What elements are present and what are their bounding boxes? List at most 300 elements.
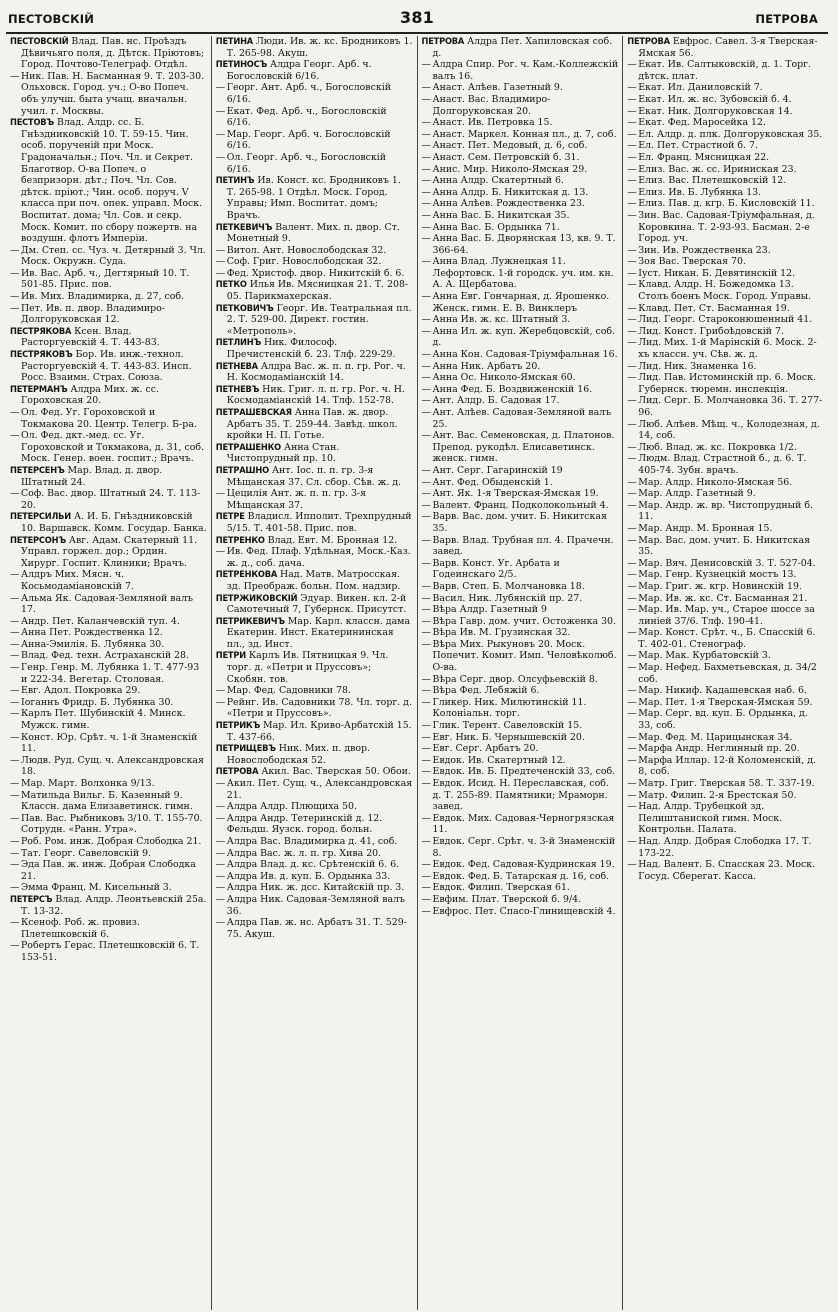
directory-entry	[422, 140, 619, 152]
ditto-dash: —	[421, 812, 431, 824]
directory-entry	[10, 117, 207, 245]
ditto-dash: —	[421, 383, 431, 395]
entry-text: Пав. Вас. Рыбниковъ 3/10. Т. 155-70. Сотрудн. «Ранн. Утра».	[21, 812, 203, 836]
entry-text: Влад. Алдр. Леонтьевскій 25а. Т. 13-32.	[21, 893, 207, 917]
entry-text: Анна Стан. Чистопрудный пр. 10.	[226, 441, 340, 465]
entry-text: Лид. Мих. 1-й Марінскій 6. Моск. 2-хъ классн. уч. Сѣв. ж. д.	[638, 337, 817, 361]
directory-entry	[627, 477, 824, 489]
directory-entry	[216, 616, 413, 651]
ditto-dash: —	[627, 708, 637, 720]
ditto-dash: —	[215, 859, 226, 871]
entry-text: Лид. Пав. Истоминскій пр. 6. Моск. Губернск. тюремн. инспекція.	[638, 372, 816, 395]
entry-text: Анна Вас. Б. Никитская 35.	[432, 209, 570, 221]
directory-entry	[216, 152, 413, 175]
ditto-dash: —	[421, 754, 431, 766]
entry-text: Алдра Вас. Владимирка д. 41, соб.	[226, 835, 398, 847]
directory-entry	[10, 326, 207, 349]
ditto-dash: —	[10, 244, 20, 256]
ditto-dash: —	[627, 569, 637, 581]
directory-entry	[422, 535, 619, 558]
ditto-dash: —	[627, 256, 637, 268]
surname-heading: ПЕСТРЯКОВА	[10, 325, 72, 337]
directory-entry	[216, 569, 413, 592]
entry-text: Алдра Алдр. Плющиха 50.	[226, 801, 357, 813]
directory-entry	[216, 882, 413, 894]
entry-text: Алдра Вас. ж. л. п. гр. Хива 20.	[226, 847, 382, 859]
ditto-dash: —	[421, 82, 431, 94]
directory-entry	[216, 743, 413, 766]
directory-entry	[422, 871, 619, 883]
directory-entry	[216, 256, 413, 268]
entry-text: Ив. Мих. Владимирка, д. 27, соб.	[21, 291, 185, 303]
entry-text: Авг. Адам. Скатерный 11. Управл. горжел. дор.; Ордин. Хирург. Госпит. Клиники; Врачъ.	[21, 534, 198, 569]
ditto-dash: —	[215, 847, 226, 859]
directory-entry	[627, 732, 824, 744]
ditto-dash: —	[627, 696, 637, 708]
entry-text: Люб. Алѣев. Мѣщ. ч., Колодезная, д. 14, соб.	[638, 418, 820, 442]
ditto-dash: —	[421, 186, 431, 198]
directory-entry	[216, 442, 413, 465]
running-head-left: ПЕСТОВСКІЙ	[8, 12, 95, 26]
entry-text: Алдра Мих. ж. сс. Гороховская 20.	[21, 383, 159, 407]
surname-heading: ПЕТНЕВА	[215, 360, 258, 372]
ditto-dash: —	[215, 685, 226, 697]
directory-entry	[216, 175, 413, 221]
entry-text: Ол. Фед. Уг. Гороховской и Токмакова 20. Центр. Телегр. Б-ра.	[21, 407, 197, 430]
entry-text: А. И. Б. Гнѣздниковскій 10. Варшавск. Комм. Государ. Банка.	[21, 511, 207, 534]
entry-text: Алдра Ив. д. куп. Б. Ордынка 33.	[226, 870, 391, 882]
ditto-dash: —	[421, 175, 431, 187]
entry-text: Ник. Григ. л. п. гр. Рог. ч. Н. Космодаміанскій 14. Тлф. 152-78.	[226, 383, 405, 407]
entry-text: Бор. Ив. инж.-технол. Расторгуевскій 4. Т. 443-83. Инсп. Росс. Взаимн. Страх. Союза.	[21, 349, 192, 384]
ditto-dash: —	[10, 754, 20, 766]
directory-entry	[216, 685, 413, 697]
directory-entry	[10, 407, 207, 430]
ditto-dash: —	[10, 835, 20, 847]
entry-text: Евдок. Ив. Б. Предтеченскій 33, соб.	[432, 766, 616, 778]
entry-text: Ел. Франц. Мясницкая 22.	[638, 151, 770, 163]
directory-entry	[422, 732, 619, 744]
entry-text: Андр. Пет. Каланчевскій туп. 4.	[21, 615, 180, 627]
column-2	[211, 36, 417, 1310]
entry-text: Мар. Генр. Кузнецкій мостъ 13.	[638, 569, 797, 581]
entry-text: Екат. Ил. ж. нс. Зубовскій б. 4.	[638, 93, 792, 105]
entry-text: Евг. Ник. Б. Чернышевскій 20.	[432, 731, 585, 743]
ditto-dash: —	[421, 696, 431, 708]
entry-text: Алдра Влад. д. кс. Срѣтенскій 6. 6.	[226, 859, 400, 871]
ditto-dash: —	[627, 731, 637, 743]
ditto-dash: —	[421, 256, 431, 268]
entry-text: Матр. Григ. Тверская 58. Т. 337-19.	[638, 778, 815, 789]
ditto-dash: —	[627, 163, 637, 175]
ditto-dash: —	[627, 743, 637, 755]
surname-heading: ПЕТРЕ	[215, 511, 245, 523]
entry-text: Евдок. Фед. Садовая-Кудринская 19.	[432, 859, 615, 871]
directory-entry	[422, 372, 619, 384]
entry-text: Екат. Ив. Салтыковскій, д. 1. Торг. дѣтск. плат.	[638, 59, 812, 82]
entry-text: Анна Фед. Б. Воздвиженскій 16.	[432, 383, 593, 395]
entry-text: Ант. Алѣев. Садовая-Земляной валъ 25.	[432, 407, 612, 430]
entry-text: Анна Ник. Арбатъ 20.	[432, 360, 541, 372]
directory-entry	[216, 59, 413, 82]
directory-entry	[10, 593, 207, 616]
directory-entry	[627, 372, 824, 395]
entry-text: Анна Ос. Николо-Ямская 60.	[432, 372, 576, 384]
entry-text: Іоганнъ Фридр. Б. Лубянка 30.	[21, 696, 174, 708]
ditto-dash: —	[421, 627, 431, 639]
ditto-dash: —	[215, 244, 226, 256]
entry-text: Мар. Ив. Мар. уч., Старое шоссе за линіей 37/6. Тлф. 190-41.	[638, 604, 815, 627]
directory-entry	[216, 407, 413, 442]
ditto-dash: —	[421, 314, 431, 326]
entry-text: Анна Вас. Б. Ордынка 71.	[432, 221, 560, 233]
ditto-dash: —	[421, 163, 431, 175]
entry-text: Мар. Нефед. Бахметьевская, д. 34/2 соб.	[638, 662, 817, 685]
directory-entry	[216, 813, 413, 836]
directory-entry	[422, 894, 619, 906]
directory-entry	[627, 535, 824, 558]
entry-text: Анис. Мир. Николо-Ямская 29.	[432, 163, 588, 175]
surname-heading: ПЕТРАШЕВСКАЯ	[215, 407, 292, 418]
directory-entry	[216, 546, 413, 569]
entry-text: Пет. Ив. п. двор. Владимиро-Долгоруковская 12.	[21, 302, 165, 326]
entry-text: Алдра Вас. ж. п. п. гр. Рог. ч. Н. Космодаміанскій 14.	[226, 360, 406, 384]
ditto-dash: —	[10, 615, 20, 627]
entry-text: Елиз. Пав. д. кгр. Б. Кисловскій 11.	[638, 198, 815, 210]
surname-heading: ПЕТЕРСОНЪ	[10, 534, 66, 546]
directory-entry	[627, 256, 824, 268]
directory-entry	[10, 685, 207, 697]
ditto-dash: —	[10, 592, 20, 604]
entry-text: Влад. Алдр. сс. Б. Гнѣздниковскій 10. Т. 59-15. Чин. особ. порученій при Моск. Градоначальн.; Поч. Чл. и Секрет. Благотвор. О-ва Попеч. о безпризорн. дѣт.; Поч. Чл. Сов. дѣтск. пріют.; Чин. особ. поруч. V класса при поч. опек. управл. Моск. Воспитат. дома; Чл. Сов. и секр. Моск. Комит. по сбору пожертв. на воздушн. флотъ Имперіи.	[21, 117, 203, 245]
directory-entry	[627, 790, 824, 802]
ditto-dash: —	[215, 151, 226, 163]
column-1	[6, 36, 211, 1310]
entry-text: Ксен. Влад. Расторгуевскій 4. Т. 443-83.	[21, 325, 160, 349]
directory-entry	[10, 36, 207, 71]
surname-heading: ПЕТЕРСЕНЪ	[10, 464, 65, 476]
directory-entry	[422, 616, 619, 628]
entry-text: Акил. Пет. Сущ. ч., Александровская 21.	[226, 778, 413, 801]
entry-text: Георг. Ант. Арб. ч., Богословскій 6/16.	[226, 82, 391, 105]
ditto-dash: —	[627, 140, 637, 152]
directory-entry	[627, 303, 824, 315]
directory-entry	[10, 662, 207, 685]
entry-text: Вѣра Алдр. Газетный 9	[432, 604, 547, 616]
directory-entry	[216, 778, 413, 801]
ditto-dash: —	[10, 685, 20, 697]
directory-entry	[422, 314, 619, 326]
ditto-dash: —	[421, 464, 431, 476]
directory-entry	[627, 569, 824, 581]
entry-text: Анаст. Пет. Медовый, д. 6, соб.	[432, 140, 588, 152]
ditto-dash: —	[421, 488, 431, 500]
directory-entry	[422, 627, 619, 639]
entry-text: Лид. Серг. Б. Молчановка 36. Т. 277-96.	[638, 395, 823, 418]
directory-entry	[627, 500, 824, 523]
entry-text: Ел. Пет. Страстной б. 7.	[638, 140, 758, 152]
entry-text: Анна Алдр. Б. Никитская д. 13.	[432, 186, 589, 198]
ditto-dash: —	[627, 151, 637, 163]
ditto-dash: —	[10, 778, 20, 789]
directory-entry	[627, 279, 824, 302]
directory-entry	[422, 152, 619, 164]
directory-entry	[422, 129, 619, 141]
ditto-dash: —	[421, 325, 431, 337]
ditto-dash: —	[627, 198, 637, 210]
directory-entry	[627, 129, 824, 141]
entry-text: Ант. Вас. Семеновская, д. Платонов. Препод. рукодѣл. Елисаветинск. женск. гимн.	[432, 430, 615, 465]
entry-text: Евдок. Фед. Б. Татарская д. 16, соб.	[432, 870, 610, 882]
surname-heading: ПЕТИНЪ	[215, 175, 255, 187]
ditto-dash: —	[421, 835, 431, 847]
entry-text: Над. Матв. Матросская. зд. Преображ. больн. Пом. надзир.	[226, 569, 401, 592]
directory-entry	[422, 720, 619, 732]
entry-text: Евдок. Мих. Садовая-Черногрязская 11.	[432, 812, 615, 836]
directory-entry	[627, 488, 824, 500]
entry-text: Алдра Андр. Тетеринскій д. 12. Фельдш. Яузск. город. больн.	[226, 812, 383, 836]
ditto-dash: —	[627, 499, 637, 511]
surname-heading: ПЕСТОВЪ	[10, 117, 54, 129]
entry-text: Соф. Вас. двор. Штатный 24. Т. 113-20.	[21, 488, 201, 511]
directory-entry	[627, 164, 824, 176]
entry-text: Алдра Пет. Хапиловская соб. д.	[432, 36, 613, 59]
ditto-dash: —	[421, 360, 431, 372]
entry-text: Зин. Вас. Садовая-Тріумфальная, д. Коровкина. Т. 2-93-93. Басман. 2-е Город. уч.	[638, 209, 815, 245]
directory-entry	[627, 581, 824, 593]
directory-entry	[216, 720, 413, 743]
entry-text: Евфим. Плат. Тверской б. 9/4.	[432, 893, 582, 905]
directory-entry	[216, 836, 413, 848]
directory-entry	[422, 906, 619, 918]
ditto-dash: —	[421, 534, 431, 546]
entry-text: Мар. Алдр. Газетный 9.	[638, 488, 756, 500]
directory-entry	[627, 314, 824, 326]
entry-text: Мар. Мак. Курбатовскій 3.	[638, 650, 771, 662]
ditto-dash: —	[627, 337, 637, 349]
ditto-dash: —	[627, 488, 637, 500]
entry-text: Іуст. Никан. Б. Девятинскій 12.	[638, 267, 796, 279]
surname-heading: ПЕТРИ	[215, 650, 246, 662]
directory-entry	[216, 848, 413, 860]
ditto-dash: —	[10, 488, 20, 500]
entry-text: Варв. Конст. Уг. Арбата и Годеинскаго 2/5.	[432, 557, 560, 581]
entry-text: Анна Пет. Рождественка 12.	[21, 627, 163, 639]
ditto-dash: —	[627, 627, 637, 639]
directory-entry	[627, 59, 824, 82]
ditto-dash: —	[215, 812, 226, 824]
directory-entry	[627, 94, 824, 106]
directory-entry	[627, 442, 824, 454]
directory-entry	[627, 708, 824, 731]
ditto-dash: —	[627, 778, 637, 789]
ditto-dash: —	[627, 650, 637, 662]
ditto-dash: —	[421, 372, 431, 384]
directory-entry	[10, 708, 207, 731]
directory-entry	[216, 535, 413, 547]
entry-text: Анаст. Ив. Петровка 15.	[432, 117, 553, 129]
ditto-dash: —	[421, 882, 431, 894]
directory-entry	[422, 639, 619, 674]
entry-text: Варв. Влад. Трубная пл. 4. Прачечн. завед.	[432, 534, 614, 558]
surname-heading: ПЕТРЕНКОВА	[215, 569, 278, 581]
surname-heading: ПЕТНЕВЪ	[215, 383, 260, 395]
entry-text: Мар. Ив. ж. кс. Ст. Басманная 21.	[638, 592, 808, 604]
entry-text: Анаст. Сем. Петровскій б. 31.	[432, 151, 580, 163]
ditto-dash: —	[627, 534, 637, 546]
ditto-dash: —	[627, 325, 637, 337]
ditto-dash: —	[10, 882, 20, 894]
ditto-dash: —	[627, 209, 637, 221]
entry-text: Мар. Андр. ж. вр. Чистопрудный б. 11.	[638, 499, 813, 523]
ditto-dash: —	[421, 59, 431, 71]
surname-heading: ПЕТЕРСИЛЬИ	[10, 511, 71, 523]
directory-entry	[422, 604, 619, 616]
directory-entry	[216, 82, 413, 105]
directory-entry	[627, 117, 824, 129]
directory-entry	[10, 616, 207, 628]
ditto-dash: —	[215, 128, 226, 140]
directory-entry	[422, 291, 619, 314]
directory-entry	[216, 337, 413, 360]
directory-entry	[627, 268, 824, 280]
ditto-dash: —	[627, 801, 637, 813]
ditto-dash: —	[421, 592, 431, 604]
entry-text: Мар. Георг. Арб. ч. Богословскій 6/16.	[226, 128, 391, 152]
entry-text: Акил. Вас. Тверская 50. Обои.	[261, 766, 411, 778]
ditto-dash: —	[421, 151, 431, 163]
ditto-dash: —	[215, 82, 226, 94]
entry-text: Марфа Иллар. 12-й Коломенскій, д. 8, соб.	[638, 754, 816, 778]
directory-entry	[422, 384, 619, 396]
directory-entry	[627, 187, 824, 199]
directory-entry	[627, 198, 824, 210]
directory-entry	[422, 164, 619, 176]
entry-text: Над. Валент. Б. Спасская 23. Моск. Госуд. Сберегат. Касса.	[638, 859, 816, 882]
ditto-dash: —	[627, 82, 637, 94]
directory-entry	[216, 650, 413, 685]
directory-entry	[10, 859, 207, 882]
ditto-dash: —	[627, 859, 637, 871]
header-rule	[6, 32, 828, 34]
directory-entry	[216, 488, 413, 511]
ditto-dash: —	[627, 685, 637, 697]
entry-text: Люди. Ив. ж. кс. Бродниковъ 1. Т. 265-98. Акуш.	[226, 36, 413, 59]
directory-entry	[422, 685, 619, 697]
ditto-dash: —	[215, 267, 226, 279]
entry-text: Альма Як. Садовая-Земляной валъ 17.	[21, 592, 194, 616]
surname-heading: ПЕТЕРМАНЪ	[10, 383, 68, 395]
entry-text: Ол. Фед. дкт.-мед. сс. Уг. Гороховской и Токмакова, д. 31, соб. Моск. Генер. воен. госпит.; Врачъ.	[21, 430, 205, 465]
entry-text: Мар. Андр. М. Бронная 15.	[638, 522, 773, 534]
entry-text: Анна-Эмилія. Б. Лубянка 30.	[21, 638, 165, 650]
directory-entry	[627, 106, 824, 118]
directory-entry	[627, 859, 824, 882]
directory-entry	[10, 732, 207, 755]
directory-entry	[627, 604, 824, 627]
ditto-dash: —	[627, 395, 637, 407]
entry-text: Над. Алдр. Трубецкой зд. Пелиштаниской гимн. Моск. Контрольн. Палата.	[638, 801, 783, 836]
surname-heading: ПЕТИНА	[215, 36, 253, 47]
surname-heading: ПЕТРИКЕВИЧЪ	[215, 615, 285, 627]
ditto-dash: —	[10, 302, 20, 314]
entry-text: Марфа Андр. Неглинный пр. 20.	[638, 743, 800, 755]
entry-text: Эмма Франц. М. Кисельный 3.	[21, 882, 172, 894]
ditto-dash: —	[10, 708, 20, 720]
directory-entry	[422, 674, 619, 686]
ditto-dash: —	[10, 569, 20, 581]
ditto-dash: —	[421, 638, 431, 650]
entry-text: Клавд. Алдр. Н. Божедомка 13. Столъ боенъ Моск. Город. Управы.	[638, 279, 812, 303]
entry-text: Матр. Филип. 2-я Брестская 50.	[638, 789, 797, 801]
ditto-dash: —	[421, 720, 431, 732]
ditto-dash: —	[421, 233, 431, 245]
directory-entry	[216, 766, 413, 778]
surname-heading: ПЕТКО	[215, 279, 247, 291]
entry-text: Алдра Ник. Садовая-Земляной валъ 36.	[226, 893, 405, 917]
ditto-dash: —	[627, 314, 637, 326]
directory-entry	[422, 233, 619, 256]
directory-entry	[216, 801, 413, 813]
directory-entry	[627, 245, 824, 257]
directory-entry	[627, 801, 824, 836]
entry-text: Ник. Философ. Пречистенскій б. 23. Тлф. 229-29.	[226, 337, 396, 361]
entry-text: Евдок. Исид. Н. Переславская, соб. д. Т. 255-89. Памятники; Мраморн. завед.	[432, 778, 609, 813]
entry-text: Матильда Вильг. Б. Казенный 9. Классн. дама Елизаветинск. гимн.	[21, 789, 193, 813]
surname-heading: ПЕСТОВСКІЙ	[10, 36, 69, 47]
entry-text: Екат. Ник. Долгоруковская 14.	[638, 105, 793, 117]
entry-text: Мар. Никиф. Кадашевская наб. 6.	[638, 685, 807, 697]
entry-text: Евфрос. Пет. Спасо-Глинищевскій 4.	[432, 905, 616, 917]
surname-heading: ПЕТКЕВИЧЪ	[215, 221, 273, 233]
surname-heading: ПЕТРИЩЕВЪ	[215, 743, 276, 755]
directory-entry	[10, 639, 207, 651]
entry-text: Ник. Мих. п. двор. Новослободская 52.	[226, 743, 371, 766]
directory-entry	[422, 256, 619, 291]
directory-entry	[422, 755, 619, 767]
entry-text: Витол. Ант. Новослободская 32.	[226, 244, 387, 256]
ditto-dash: —	[421, 766, 431, 778]
ditto-dash: —	[627, 453, 637, 465]
directory-entry	[422, 210, 619, 222]
directory-entry	[627, 210, 824, 245]
entry-text: Ант. Як. 1-я Тверская-Ямская 19.	[432, 488, 599, 500]
directory-entry	[422, 581, 619, 593]
directory-entry	[216, 268, 413, 280]
entry-text: Евдок. Филип. Тверская 61.	[432, 882, 570, 894]
entry-text: Соф. Григ. Новослободская 32.	[226, 256, 382, 268]
entry-text: Цецилія Ант. ж. п. п. гр. 3-я Мѣщанская 37.	[226, 488, 367, 511]
ditto-dash: —	[10, 291, 20, 303]
entry-text: Елиз. Вас. Плетешковскій 12.	[638, 175, 787, 187]
entry-text: Мар. Карл. классн. дама Екатерин. Инст. Екатерининская пл., зд. Инст.	[226, 615, 411, 650]
ditto-dash: —	[421, 870, 431, 882]
directory-entry	[627, 326, 824, 338]
surname-heading: ПЕТКОВИЧЪ	[215, 302, 274, 314]
ditto-dash: —	[627, 604, 637, 616]
entry-text: Лид. Георг. Староконюшенный 41.	[638, 314, 813, 326]
directory-entry	[10, 465, 207, 488]
entry-text: Мар. Влад. д. двор. Штатный 24.	[21, 464, 163, 488]
ditto-dash: —	[421, 128, 431, 140]
surname-heading: ПЕТРИКЪ	[215, 720, 261, 732]
entry-text: Ник. Пав. Н. Басманная 9. Т. 203-30. Ольховск. Город. уч.; О-во Попеч. объ улучш. быта учащ. вначальн. учил. г. Москвы.	[21, 70, 205, 117]
entry-text: Людв. Руд. Сущ. ч. Александровская 18.	[21, 754, 204, 778]
entry-text: Алдра Пав. ж. нс. Арбатъ 31. Т. 529-75. Акуш.	[226, 917, 407, 940]
directory-entry	[627, 685, 824, 697]
directory-entry	[422, 465, 619, 477]
directory-entry	[627, 395, 824, 418]
